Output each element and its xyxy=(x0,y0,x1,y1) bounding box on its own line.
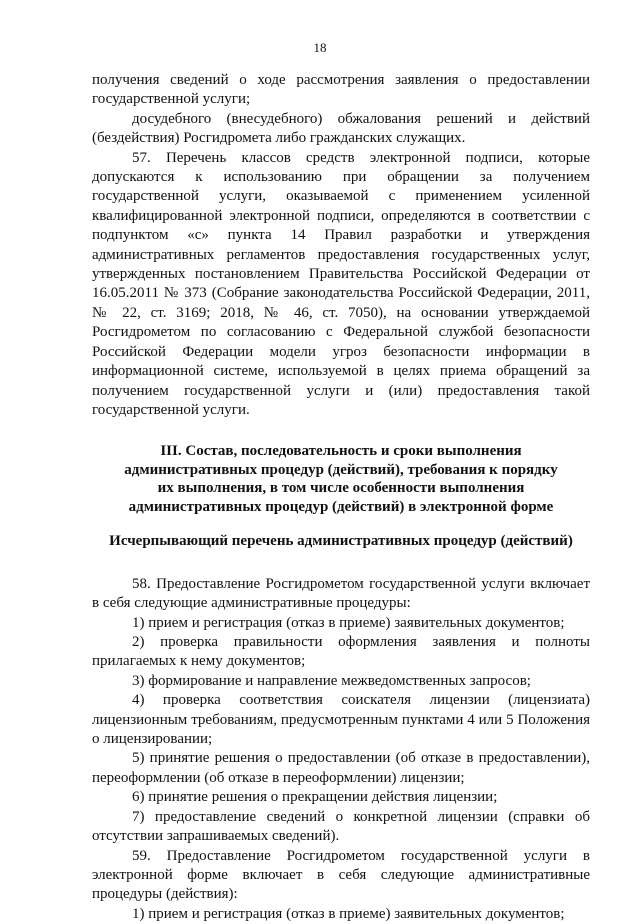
list-item: 3) формирование и направление межведомственных запросов; xyxy=(132,672,531,689)
list-item: 4) проверка соответствия соискателя лицензии (лицензиата) лицензионным требованиям, предусмотренным пунктами 4 или 5 Положения о лицензировании; xyxy=(92,692,590,748)
list-item: 6) принятие решения о прекращении действия лицензии; xyxy=(132,789,498,806)
paragraph-58: 58. Предоставление Росгидрометом государственной услуги включает в себя следующие административные процедуры: xyxy=(92,575,590,612)
paragraph-59: 59. Предоставление Росгидрометом государственной услуги в электронной форме включает в себя следующие административные процедуры (действия): xyxy=(92,847,590,903)
document-body xyxy=(92,71,590,924)
subheading: Исчерпывающий перечень административных процедур (действий) xyxy=(109,533,573,550)
paragraph-57: 57. Перечень классов средств электронной подписи, которые допускаются к использованию при обращении за получением государственной услуги, оказываемой с применением усиленной квалифицированной электронной подписи, определяются в соответствии с подпунктом «с» пункта 14 Правил разработки и утверждения административных регламентов предоставления государственных услуг, утвержденных постановлением Правительства Российской Федерации от 16.05.2011 № 373 (Собрание законодательства Российской Федерации, 2011, № 22, ст. 3169; 2018, № 46, ст. 7050), на основании утверждаемой Росгидрометом по согласованию с Федеральной службой безопасности Российской Федерации модели угроз безопасности информации в информационной системе, используемой в целях приема обращений за получением государственной услуги и (или) предоставления такой государственной услуги. xyxy=(92,149,590,418)
section-heading-line: их выполнения, в том числе особенности выполнения xyxy=(157,480,525,497)
list-item: 5) принятие решения о предоставлении (об отказе в предоставлении), переоформлении (об отказе в переоформлении) лицензии; xyxy=(92,750,590,786)
list-item: 1) прием и регистрация (отказ в приеме) заявительных документов; xyxy=(132,905,565,922)
paragraph-appeal: досудебного (внесудебного) обжалования решений и действий (бездействия) Росгидромета либо гражданских служащих. xyxy=(92,110,590,147)
section-heading xyxy=(92,442,590,516)
list-item: 7) предоставление сведений о конкретной лицензии (справки об отсутствии запрашиваемых сведений). xyxy=(92,808,590,845)
list-item: 2) проверка правильности оформления заявления и полноты прилагаемых к нему документов; xyxy=(92,634,590,670)
list-item: 1) прием и регистрация (отказ в приеме) заявительных документов; xyxy=(132,614,565,631)
section-heading-line: административных процедур (действий), требования к порядку xyxy=(124,461,558,478)
section-heading-line: III. Состав, последовательность и сроки выполнения xyxy=(160,443,522,460)
section-heading-line: административных процедур (действий) в электронной форме xyxy=(128,498,554,515)
paragraph-info-status: получения сведений о ходе рассмотрения заявления о предоставлении государственной услуги; xyxy=(92,72,590,108)
page-number: 18 xyxy=(313,40,327,55)
